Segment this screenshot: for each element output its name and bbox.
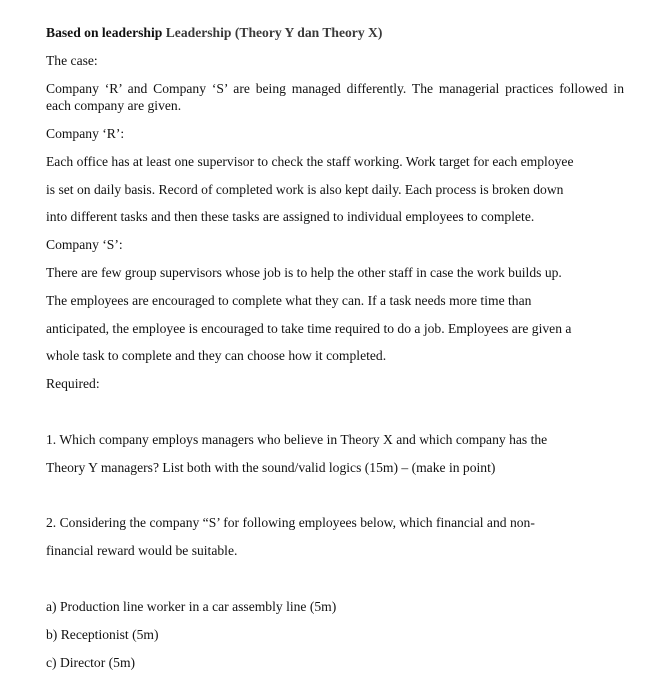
company-s-line-2: The employees are encouraged to complete what they can. If a task needs more time than (46, 293, 532, 308)
sub-item-c: c) Director (5m) (46, 655, 136, 670)
question-1-line-2: Theory Y managers? List both with the sound/valid logics (15m) – (make in point) (46, 460, 496, 475)
company-r-line-2: is set on daily basis. Record of completed work is also kept daily. Each process is broken down (46, 182, 564, 197)
company-r-line-3: into different tasks and then these tasks are assigned to individual employees to complete. (46, 209, 535, 224)
company-s-line-4: whole task to complete and they can choose how it completed. (46, 348, 387, 363)
question-1-line-1: 1. Which company employs managers who believe in Theory X and which company has the (46, 432, 548, 447)
question-2-line-2: financial reward would be suitable. (46, 543, 238, 558)
question-2-line-1: 2. Considering the company “S’ for following employees below, which financial and non- (46, 515, 535, 530)
document-heading (46, 25, 382, 41)
heading-subtitle: Leadership (Theory Y dan Theory X) (165, 25, 383, 40)
intro-line-1: Company ‘R’ and Company ‘S’ are being managed differently. The managerial practices followed in (46, 81, 624, 96)
sub-item-a: a) Production line worker in a car assembly line (5m) (46, 599, 337, 614)
company-s-label: Company ‘S’: (46, 237, 123, 252)
company-s-line-3: anticipated, the employee is encouraged to take time required to do a job. Employees are given a (46, 321, 572, 336)
case-label: The case: (46, 53, 98, 68)
company-r-label: Company ‘R’: (46, 126, 125, 141)
company-s-line-1: There are few group supervisors whose job is to help the other staff in case the work builds up. (46, 265, 562, 280)
sub-item-b: b) Receptionist (5m) (46, 627, 159, 642)
company-r-line-1: Each office has at least one supervisor to check the staff working. Work target for each employee (46, 154, 574, 169)
heading-bold: Based on leadership (46, 25, 163, 40)
required-label: Required: (46, 376, 100, 391)
intro-line-2: each company are given. (46, 98, 182, 113)
